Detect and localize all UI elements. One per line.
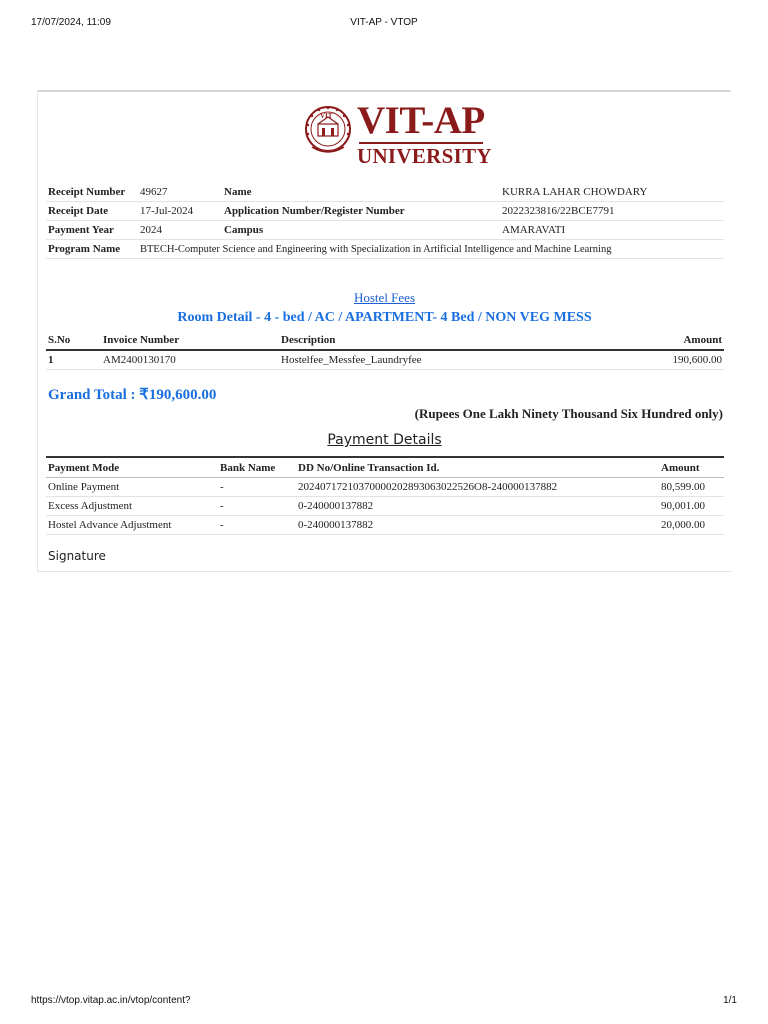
payment-txn: 0-240000137882 (296, 516, 659, 535)
invoice-table (46, 330, 724, 370)
print-page-number: 1/1 (723, 995, 737, 1006)
campus-label: Campus (222, 221, 500, 240)
info-row (46, 202, 724, 221)
table-row (46, 478, 724, 497)
payment-col-mode: Payment Mode (46, 457, 218, 478)
payment-header-row (46, 457, 724, 478)
payment-txn: 0-240000137882 (296, 497, 659, 516)
grand-total: Grand Total : ₹190,600.00 (48, 387, 217, 403)
payment-mode: Excess Adjustment (46, 497, 218, 516)
payment-bank: - (218, 478, 296, 497)
print-title: VIT-AP - VTOP (350, 17, 418, 28)
invoice-description: Hostelfee_Messfee_Laundryfee (279, 350, 609, 370)
seal-text: VIT (320, 112, 333, 120)
logo-subtitle: UNIVERSITY (357, 144, 492, 168)
name-label: Name (222, 183, 500, 202)
invoice-col-description: Description (279, 330, 609, 350)
receipt-info-table (46, 183, 724, 259)
payment-bank: - (218, 497, 296, 516)
payment-bank: - (218, 516, 296, 535)
invoice-sno: 1 (46, 350, 101, 370)
print-url: https://vtop.vitap.ac.in/vtop/content? (31, 995, 191, 1006)
signature-label: Signature (48, 549, 106, 563)
payment-col-amount: Amount (659, 457, 724, 478)
invoice-header-row (46, 330, 724, 350)
payment-col-txn: DD No/Online Transaction Id. (296, 457, 659, 478)
program-label: Program Name (46, 240, 138, 259)
program-name: BTECH-Computer Science and Engineering with Specialization in Artificial Intelligence and Machine Learning (138, 240, 724, 259)
payment-year-label: Payment Year (46, 221, 138, 240)
info-row (46, 183, 724, 202)
print-footer (0, 995, 768, 1009)
university-logo (304, 99, 492, 168)
print-header (0, 17, 768, 31)
logo-title: VIT-AP (357, 99, 485, 142)
table-row (46, 497, 724, 516)
app-number-label: Application Number/Register Number (222, 202, 500, 221)
payment-txn: 20240717210370000202893063022526O8-240000137882 (296, 478, 659, 497)
payment-amount: 90,001.00 (659, 497, 724, 516)
table-row (46, 350, 724, 370)
invoice-amount: 190,600.00 (609, 350, 724, 370)
campus: AMARAVATI (500, 221, 724, 240)
info-row (46, 221, 724, 240)
receipt-date-label: Receipt Date (46, 202, 138, 221)
room-detail: Room Detail - 4 - bed / AC / APARTMENT- 4 Bed / NON VEG MESS (177, 310, 592, 325)
receipt-card (37, 90, 731, 572)
payment-amount: 80,599.00 (659, 478, 724, 497)
amount-in-words: (Rupees One Lakh Ninety Thousand Six Hundred only) (414, 406, 723, 421)
payment-year: 2024 (138, 221, 222, 240)
payment-details-title: Payment Details (327, 432, 442, 448)
receipt-number-label: Receipt Number (46, 183, 138, 202)
hostel-fees-link[interactable]: Hostel Fees (353, 290, 416, 305)
payment-mode: Online Payment (46, 478, 218, 497)
student-name: KURRA LAHAR CHOWDARY (500, 183, 724, 202)
invoice-col-amount: Amount (609, 330, 724, 350)
payment-amount: 20,000.00 (659, 516, 724, 535)
payment-col-bank: Bank Name (218, 457, 296, 478)
invoice-col-number: Invoice Number (101, 330, 279, 350)
invoice-col-sno: S.No (46, 330, 101, 350)
table-row (46, 516, 724, 535)
print-datetime: 17/07/2024, 11:09 (31, 17, 111, 28)
university-seal-icon (304, 101, 352, 163)
payment-table (46, 456, 724, 535)
receipt-date: 17-Jul-2024 (138, 202, 222, 221)
payment-mode: Hostel Advance Adjustment (46, 516, 218, 535)
info-row (46, 240, 724, 259)
app-number: 2022323816/22BCE7791 (500, 202, 724, 221)
receipt-number: 49627 (138, 183, 222, 202)
invoice-number: AM2400130170 (101, 350, 279, 370)
